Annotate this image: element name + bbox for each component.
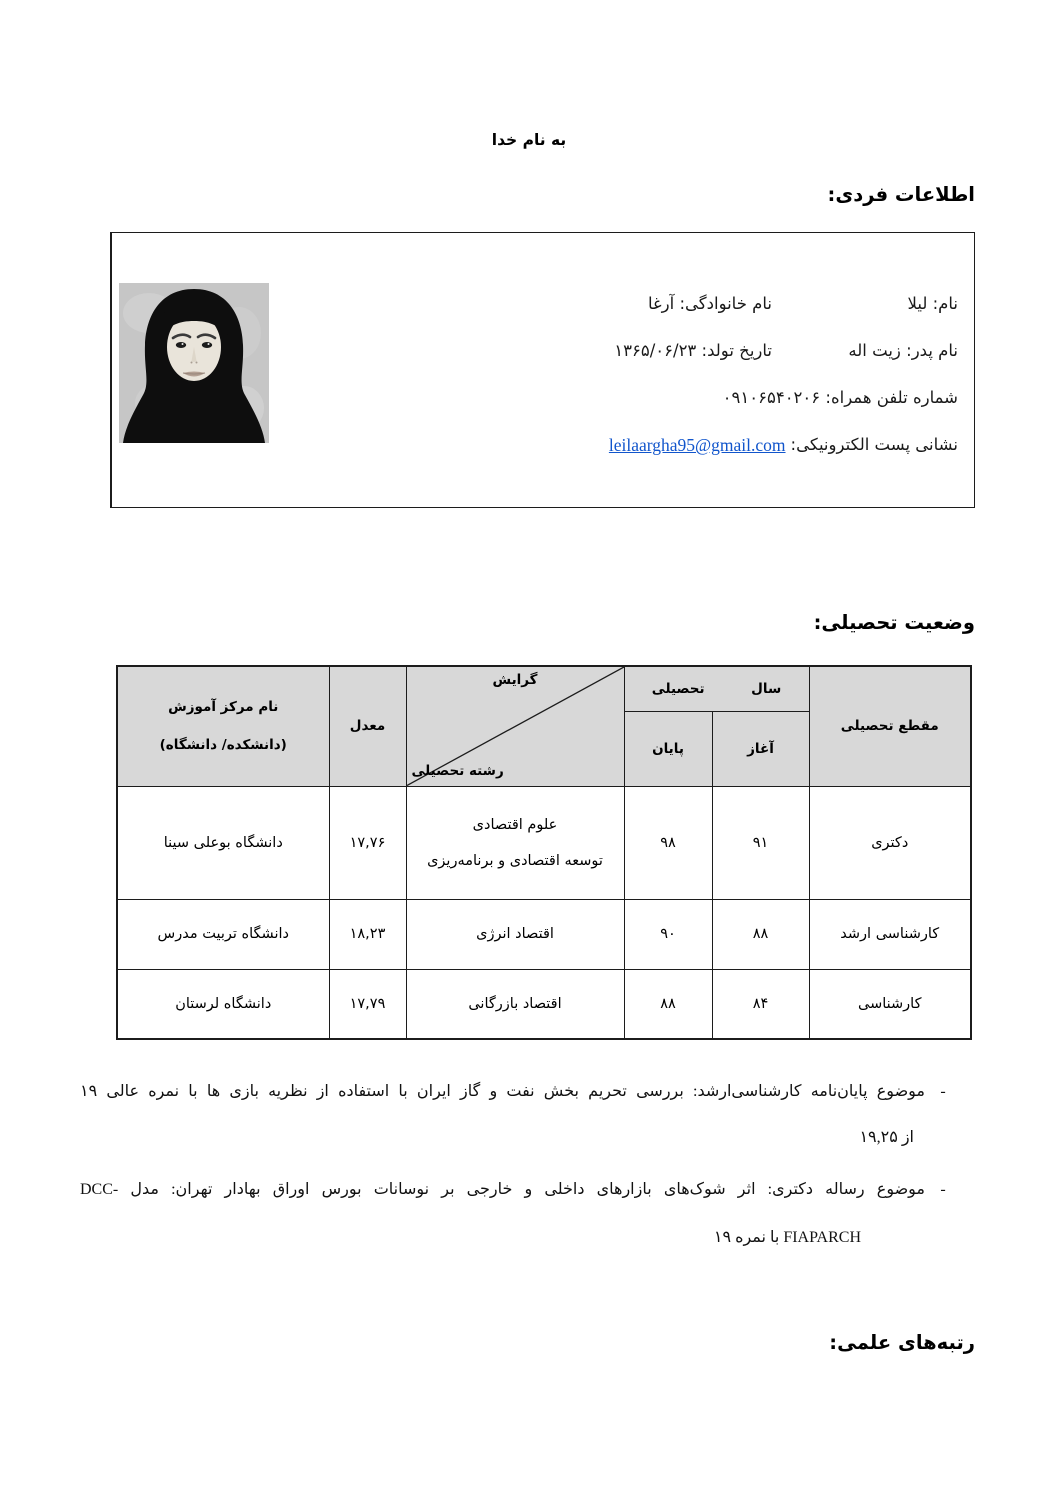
col-header-academic-year [624,666,809,711]
personal-info-table [110,232,975,508]
email-row [284,432,958,458]
education-table [116,665,972,1040]
cell-major [406,969,624,1039]
masters-thesis-line2: از ۱۹,۲۵ [859,1129,914,1146]
portrait-photo [119,283,269,443]
major-line1: اقتصاد بازرگانی [468,995,562,1012]
cell-level: کارشناسی ارشد [809,899,971,969]
col-header-major-diagonal [406,666,624,786]
year-word-sal: سال [751,680,782,697]
list-item [80,1178,950,1250]
father-name-field: نام پدر: زیت اله [848,341,958,360]
cell-level: کارشناسی [809,969,971,1039]
phd-thesis-line1: موضوع رساله دکتری: اثر شوک‌های بازارهای داخلی و خارجی بر نوسانات بورس اوراق بهادار تهران: مدل DCC-‎ [80,1181,925,1198]
education-heading: وضعیت تحصیلی: [813,611,975,634]
cell-start-year: ۸۴ [712,969,809,1039]
cell-institution: دانشگاه بوعلی سینا [117,786,329,899]
photo-cell [111,233,276,507]
major-line2: توسعه اقتصادی و برنامه‌ریزی [427,852,603,869]
col-header-end: پایان [624,711,712,786]
major-line1: اقتصاد انرژی [476,926,554,942]
institution-header-line2: (دانشکده/ دانشگاه) [159,737,287,754]
mobile-row [284,385,958,411]
phd-thesis-line2: FIAPARCH‎ با نمره ۱۹ [713,1229,861,1246]
cell-level: دکتری [809,786,971,899]
bullet-dash: - [940,1083,946,1100]
birth-date-field: تاریخ تولد: ۱۳۶۵/۰۶/۲۳ [614,341,772,360]
first-name-field: نام: لیلا [907,294,958,313]
cell-start-year: ۹۱ [712,786,809,899]
mobile-field: شماره تلفن همراه: ۰۹۱۰۶۵۴۰۲۰۶ [722,388,958,407]
cell-start-year: ۸۸ [712,899,809,969]
col-header-field-of-study: رشته تحصیلی [411,762,504,779]
email-link[interactable]: leilaargha95@gmail.com [608,435,786,455]
year-word-tahsili: تحصیلی [651,680,705,697]
bismillah-text: به نام خدا [491,131,567,149]
cell-gpa: ۱۷,۷۹ [329,969,406,1039]
personal-info-heading: اطلاعات فردی: [827,183,975,206]
col-header-start: آغاز [712,711,809,786]
list-item [80,1080,950,1150]
cell-major [406,786,624,899]
email-label: نشانی پست الکترونیکی: [790,435,958,454]
bullet-dash: - [940,1181,946,1198]
name-row [284,291,958,317]
thesis-notes [80,1080,950,1250]
table-row [117,786,971,899]
table-row [117,969,971,1039]
family-name-field: نام خانوادگی: آرغا [648,294,772,313]
cell-end-year: ۹۰ [624,899,712,969]
col-header-level: مقطع تحصیلی [809,666,971,786]
cell-institution: دانشگاه تربیت مدرس [117,899,329,969]
cell-end-year: ۸۸ [624,969,712,1039]
col-header-institution [117,666,329,786]
father-birth-row [284,338,958,364]
scientific-ranks-heading: رتبه‌های علمی: [829,1331,975,1354]
col-header-gpa: معدل [329,666,406,786]
col-header-specialization: گرایش [492,672,538,688]
cell-gpa: ۱۷,۷۶ [329,786,406,899]
major-line1: علوم اقتصادی [472,816,558,833]
masters-thesis-line1: موضوع پایان‌نامه کارشناسی‌ارشد: بررسی تحریم بخش نفت و گاز ایران با استفاده از نظریه بازی ها با نمره عالی ۱۹ [80,1083,925,1100]
cell-end-year: ۹۸ [624,786,712,899]
cell-major [406,899,624,969]
institution-header-line1: نام مرکز آموزش [168,699,279,716]
table-row [117,899,971,969]
cell-institution: دانشگاه لرستان [117,969,329,1039]
personal-info-cell [276,233,974,507]
cell-gpa: ۱۸,۲۳ [329,899,406,969]
